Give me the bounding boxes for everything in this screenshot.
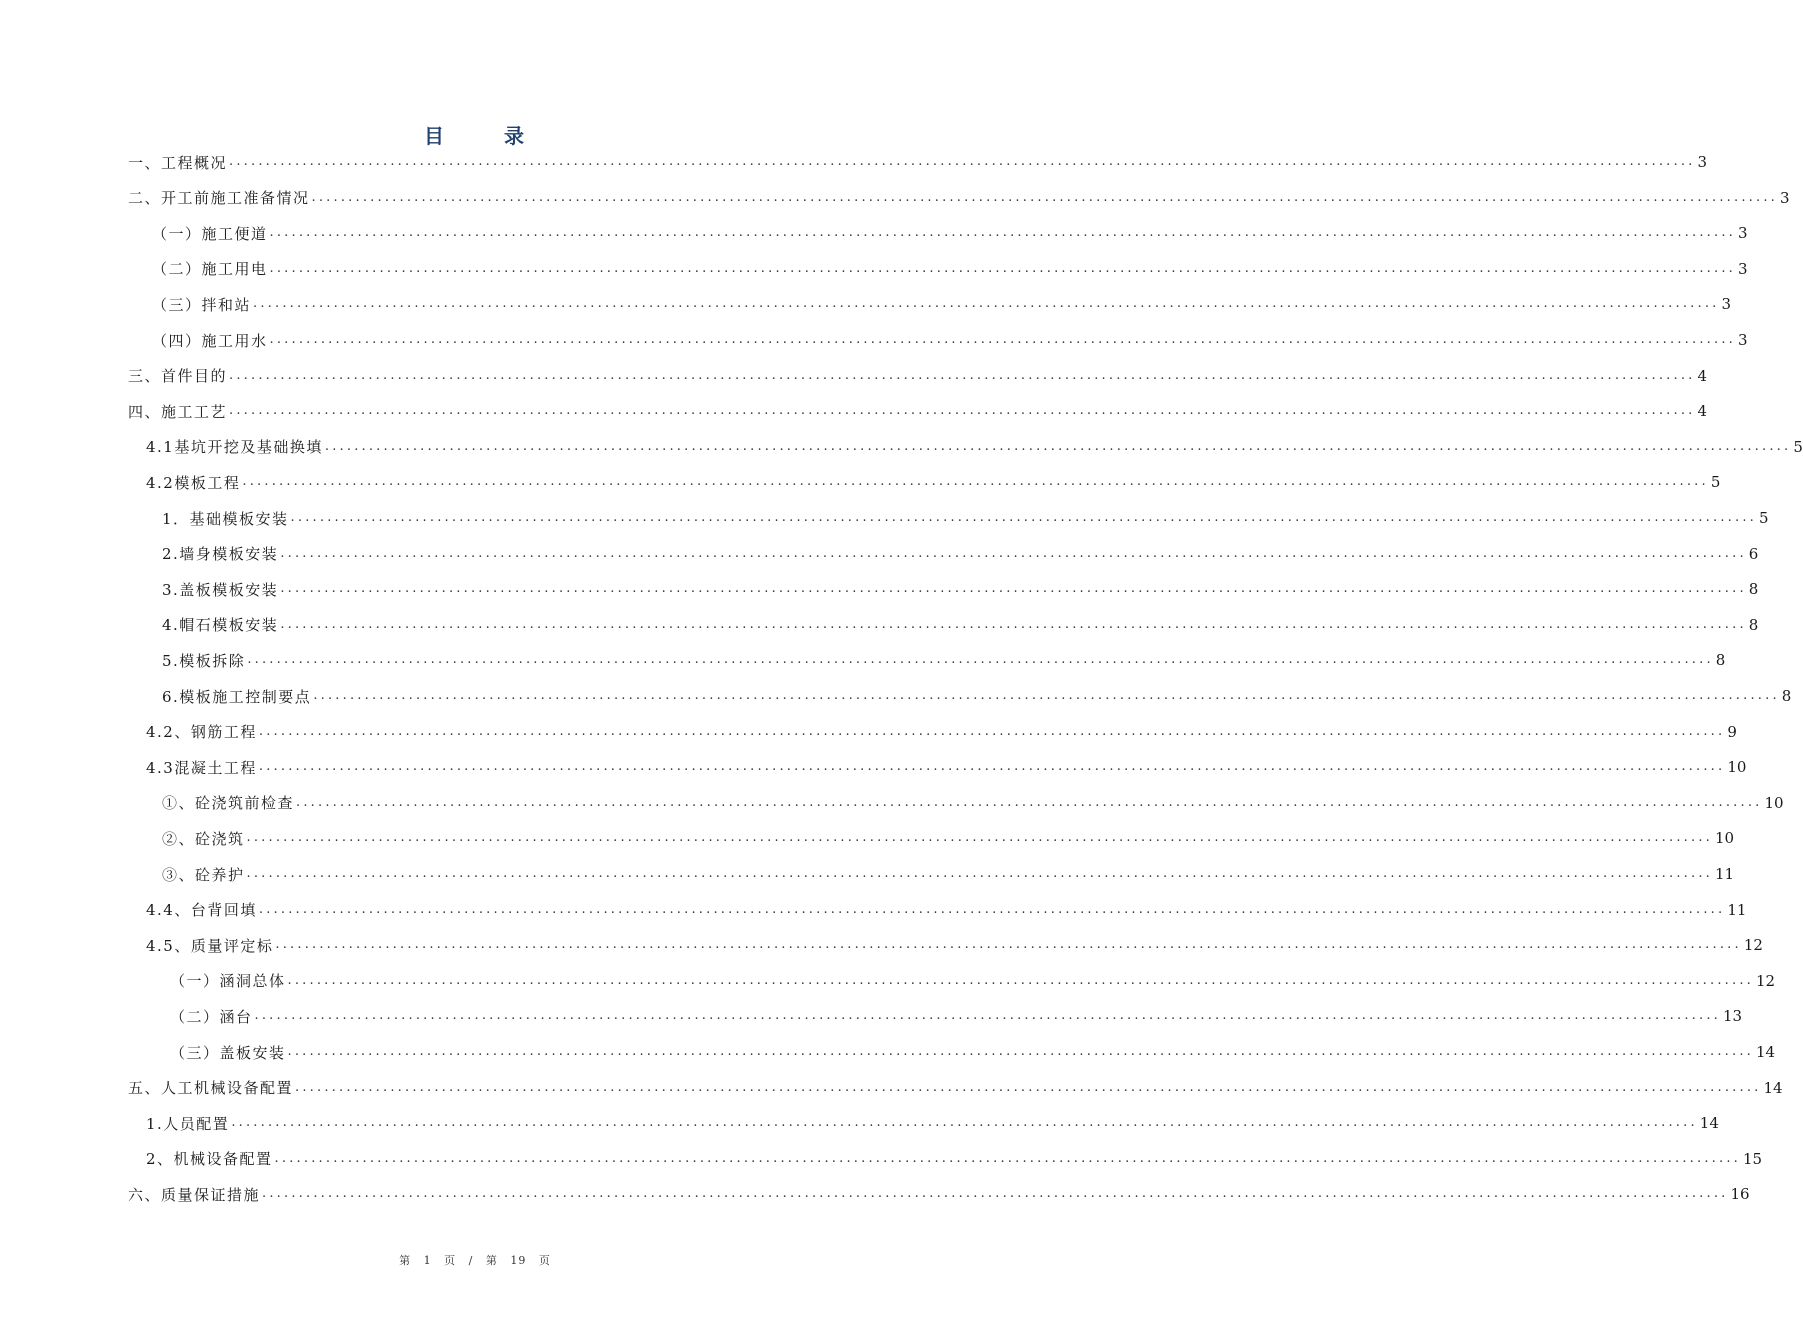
- toc-entry-page: 14: [1763, 1078, 1783, 1097]
- toc-entry[interactable]: [162, 791, 1784, 815]
- toc-entry-label: 2、机械设备配置: [146, 1150, 273, 1169]
- toc-entry-label: 四、施工工艺: [128, 402, 228, 421]
- toc-leader-dots: ........................................................................................................................................................................................................: [246, 830, 1713, 846]
- toc-entry-page: 11: [1727, 900, 1747, 919]
- toc-entry[interactable]: [152, 221, 1748, 245]
- toc-entry-page: 5: [1710, 473, 1721, 492]
- toc-entry-label: 三、首件目的: [128, 367, 228, 386]
- toc-leader-dots: ........................................................................................................................................................................................................: [313, 688, 1780, 703]
- toc-entry[interactable]: [170, 969, 1776, 993]
- toc-entry-label: （三）拌和站: [152, 295, 252, 314]
- toc-entry-page: 12: [1755, 971, 1776, 990]
- toc-entry-label: 4.3混凝土工程: [146, 758, 257, 777]
- toc-entry[interactable]: [162, 862, 1735, 886]
- toc-title-left: 目: [424, 124, 446, 148]
- toc-entry-label: 2.墙身模板安装: [162, 545, 279, 564]
- toc-entry[interactable]: [162, 542, 1759, 566]
- toc-entry[interactable]: [146, 470, 1721, 494]
- toc-entry[interactable]: [162, 577, 1759, 601]
- toc-leader-dots: ........................................................................................................................................................................................................: [242, 474, 1709, 490]
- toc-leader-dots: ........................................................................................................................................................................................................: [296, 794, 1763, 810]
- toc-leader-dots: ........................................................................................................................................................................................................: [258, 723, 1726, 739]
- toc-entry-label: （三）盖板安装: [170, 1043, 286, 1062]
- toc-entry-page: 11: [1714, 865, 1735, 883]
- toc-entry[interactable]: [170, 1004, 1743, 1028]
- toc-leader-dots: ........................................................................................................................................................................................................: [287, 972, 1754, 988]
- toc-leader-dots: ........................................................................................................................................................................................................: [295, 1079, 1762, 1095]
- toc-leader-dots: ........................................................................................................................................................................................................: [311, 189, 1778, 205]
- toc-entry-label: ③、砼养护: [162, 865, 245, 884]
- footer-page-unit: 页: [444, 1254, 457, 1267]
- toc-leader-dots: ........................................................................................................................................................................................................: [275, 937, 1742, 953]
- toc-entry-label: （二）施工用电: [152, 260, 268, 279]
- toc-entry[interactable]: [128, 1182, 1750, 1206]
- toc-leader-dots: ........................................................................................................................................................................................................: [253, 296, 1720, 312]
- toc-entry-page: 6: [1748, 544, 1759, 563]
- toc-entry[interactable]: [146, 1111, 1719, 1135]
- toc-entry-page: 8: [1748, 615, 1759, 634]
- toc-entry-label: （一）施工便道: [152, 224, 268, 243]
- toc-entry-label: 五、人工机械设备配置: [128, 1079, 294, 1098]
- toc-entry-page: 10: [1714, 829, 1735, 848]
- toc-leader-dots: ........................................................................................................................................................................................................: [262, 1186, 1729, 1202]
- toc-leader-dots: ........................................................................................................................................................................................................: [229, 154, 1696, 169]
- toc-leader-dots: ........................................................................................................................................................................................................: [280, 545, 1747, 561]
- toc-entry-label: 4.5、质量评定标: [146, 936, 274, 955]
- toc-entry-page: 8: [1748, 580, 1759, 599]
- toc-entry[interactable]: [162, 648, 1726, 672]
- toc-entry-page: 3: [1737, 224, 1748, 243]
- toc-entry-label: 六、质量保证措施: [128, 1185, 261, 1204]
- toc-entry[interactable]: [152, 328, 1748, 352]
- toc-entry[interactable]: [128, 364, 1708, 388]
- toc-title-right: 录: [504, 124, 526, 148]
- footer-separator: /: [468, 1254, 474, 1267]
- toc-entry[interactable]: [146, 720, 1737, 744]
- page-footer: [0, 1252, 950, 1268]
- toc-entry[interactable]: [162, 506, 1769, 530]
- toc-entry-page: 10: [1727, 758, 1747, 777]
- toc-leader-dots: ........................................................................................................................................................................................................: [274, 1150, 1742, 1166]
- toc-leader-dots: ........................................................................................................................................................................................................: [280, 581, 1747, 597]
- toc-entry-label: （一）涵洞总体: [170, 972, 286, 991]
- toc-entry-page: 9: [1727, 722, 1737, 741]
- toc-entry-page: 10: [1764, 793, 1784, 812]
- toc-entry-page: 14: [1755, 1043, 1776, 1061]
- toc-entry-label: 5.模板拆除: [162, 651, 246, 670]
- toc-entry[interactable]: [128, 186, 1790, 210]
- toc-leader-dots: ........................................................................................................................................................................................................: [258, 901, 1726, 917]
- toc-leader-dots: ........................................................................................................................................................................................................: [258, 759, 1726, 775]
- toc-entry-page: 5: [1759, 509, 1769, 527]
- toc-entry[interactable]: [152, 292, 1732, 316]
- toc-entry-label: ①、砼浇筑前检查: [162, 794, 295, 813]
- toc-entry-label: 4.1基坑开挖及基础换填: [146, 438, 323, 457]
- toc-entry-page: 3: [1737, 259, 1748, 278]
- toc-entry[interactable]: [152, 257, 1748, 281]
- toc-leader-dots: ........................................................................................................................................................................................................: [290, 510, 1758, 525]
- toc-leader-dots: ........................................................................................................................................................................................................: [269, 225, 1736, 241]
- toc-leader-dots: ........................................................................................................................................................................................................: [229, 403, 1696, 419]
- toc-entry-page: 3: [1721, 295, 1732, 314]
- toc-entry-page: 14: [1699, 1114, 1719, 1133]
- toc-entry-label: 1.人员配置: [146, 1114, 230, 1133]
- footer-page-total: 19: [510, 1254, 527, 1267]
- toc-leader-dots: ........................................................................................................................................................................................................: [287, 1044, 1754, 1059]
- toc-entry-label: 4.4、台背回填: [146, 901, 257, 920]
- footer-page-prefix: 第: [399, 1254, 412, 1267]
- toc-entry[interactable]: [146, 1147, 1763, 1171]
- toc-leader-dots: ........................................................................................................................................................................................................: [269, 260, 1736, 276]
- toc-leader-dots: ........................................................................................................................................................................................................: [246, 866, 1713, 881]
- toc-entry[interactable]: [146, 933, 1763, 957]
- toc-entry[interactable]: [162, 684, 1792, 708]
- toc-entry-label: 6.模板施工控制要点: [162, 687, 312, 706]
- toc-entry-page: 3: [1779, 188, 1790, 207]
- toc-entry[interactable]: [146, 898, 1747, 922]
- toc-leader-dots: ........................................................................................................................................................................................................: [231, 1115, 1698, 1131]
- toc-entry-label: ②、砼浇筑: [162, 829, 245, 848]
- toc-leader-dots: ........................................................................................................................................................................................................: [324, 438, 1792, 454]
- toc-entry-label: 一、工程概况: [128, 153, 228, 172]
- footer-page-current: 1: [423, 1254, 432, 1267]
- toc-entry[interactable]: [162, 826, 1735, 850]
- toc-entry-page: 12: [1743, 936, 1763, 955]
- footer-total-prefix: 第: [485, 1254, 498, 1267]
- toc-leader-dots: ........................................................................................................................................................................................................: [269, 332, 1736, 347]
- toc-leader-dots: ........................................................................................................................................................................................................: [247, 652, 1714, 668]
- toc-entry[interactable]: [128, 150, 1708, 174]
- footer-total-unit: 页: [538, 1254, 551, 1267]
- toc-entry-page: 8: [1715, 651, 1726, 670]
- toc-entry-page: 3: [1737, 331, 1748, 349]
- toc-entry[interactable]: [128, 399, 1708, 423]
- toc-entry-label: （二）涵台: [170, 1007, 253, 1026]
- toc-entry-label: （四）施工用水: [152, 331, 268, 350]
- toc-entry-label: 二、开工前施工准备情况: [128, 189, 310, 208]
- toc-entry-page: 3: [1697, 153, 1708, 171]
- toc-entry-page: 13: [1722, 1007, 1743, 1026]
- toc-leader-dots: ........................................................................................................................................................................................................: [229, 367, 1696, 383]
- toc-entry-label: 4.2模板工程: [146, 473, 241, 492]
- toc-entry-label: 4.帽石模板安装: [162, 616, 279, 635]
- toc-entry-page: 15: [1743, 1149, 1763, 1168]
- toc-entry[interactable]: [162, 613, 1759, 637]
- toc-entry-page: 5: [1793, 437, 1803, 456]
- toc-entry-label: 1．基础模板安装: [162, 509, 289, 528]
- toc-entry-page: 4: [1697, 402, 1708, 421]
- toc-entry[interactable]: [128, 1076, 1783, 1100]
- toc-entry-label: 4.2、钢筋工程: [146, 723, 257, 742]
- toc-title: [0, 120, 950, 149]
- toc-entry-page: 4: [1697, 366, 1708, 385]
- toc-entry-page: 8: [1781, 687, 1792, 705]
- toc-entry[interactable]: [146, 435, 1803, 459]
- toc-entry-label: 3.盖板模板安装: [162, 580, 279, 599]
- toc-leader-dots: ........................................................................................................................................................................................................: [280, 616, 1747, 632]
- toc-entry[interactable]: [146, 755, 1747, 779]
- toc-leader-dots: ........................................................................................................................................................................................................: [254, 1008, 1721, 1024]
- toc-entry-page: 16: [1730, 1185, 1750, 1204]
- toc-entry[interactable]: [170, 1040, 1776, 1064]
